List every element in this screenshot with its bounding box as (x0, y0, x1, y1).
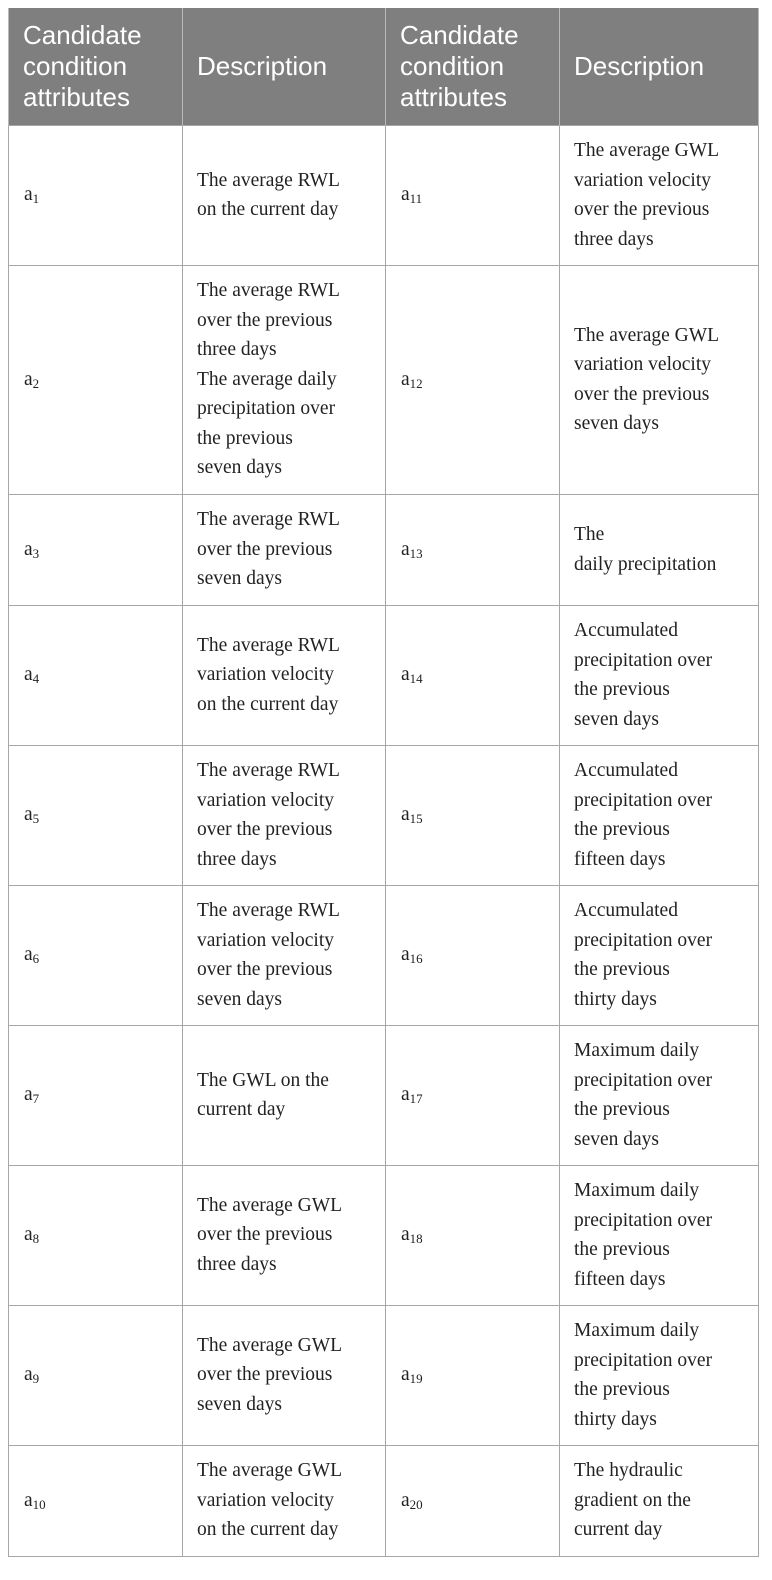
attribute-code-cell: $a_{11}$ (386, 125, 560, 265)
attribute-code-cell: $a_{20}$ (386, 1445, 560, 1556)
header-description-left: Description (183, 8, 386, 125)
table-header (9, 8, 759, 125)
header-row (9, 8, 759, 125)
table-row (9, 605, 759, 745)
attribute-code-cell: $a_1$ (9, 125, 183, 265)
attribute-description-cell: The average GWL variation velocity over the previous three days (560, 125, 759, 265)
attribute-code-cell: $a_8$ (9, 1165, 183, 1305)
attribute-description-cell: Accumulated precipitation over the previous thirty days (560, 885, 759, 1025)
table-row (9, 745, 759, 885)
attribute-code-cell: $a_{17}$ (386, 1025, 560, 1165)
attribute-description-cell: Maximum daily precipitation over the previous thirty days (560, 1305, 759, 1445)
attribute-description-cell: The average RWL variation velocity over the previous three days (183, 745, 386, 885)
table-row (9, 1165, 759, 1305)
attribute-description-cell: Maximum daily precipitation over the previous fifteen days (560, 1165, 759, 1305)
attribute-description-cell: The average RWL variation velocity over the previous seven days (183, 885, 386, 1025)
attribute-description-cell: The average RWL over the previous seven days (183, 494, 386, 605)
header-candidate-attributes-right: Candidate condition attributes (386, 8, 560, 125)
attribute-code-cell: $a_{10}$ (9, 1445, 183, 1556)
attribute-code-cell: $a_3$ (9, 494, 183, 605)
attribute-description-cell: The average RWL variation velocity on the current day (183, 605, 386, 745)
header-description-right: Description (560, 8, 759, 125)
attributes-table (8, 8, 759, 1557)
attribute-description-cell: The average RWL over the previous three days The average daily precipitation over the previous seven days (183, 265, 386, 494)
attribute-code-cell: $a_9$ (9, 1305, 183, 1445)
attribute-code-cell: $a_{12}$ (386, 265, 560, 494)
attribute-description-cell: Accumulated precipitation over the previous seven days (560, 605, 759, 745)
attribute-code-cell: $a_4$ (9, 605, 183, 745)
attribute-code-cell: $a_2$ (9, 265, 183, 494)
attribute-description-cell: The average RWL on the current day (183, 125, 386, 265)
attribute-code-cell: $a_{14}$ (386, 605, 560, 745)
attribute-description-cell: The average GWL variation velocity over the previous seven days (560, 265, 759, 494)
attribute-description-cell: Accumulated precipitation over the previous fifteen days (560, 745, 759, 885)
header-candidate-attributes-left: Candidate condition attributes (9, 8, 183, 125)
attribute-code-cell: $a_{15}$ (386, 745, 560, 885)
attribute-description-cell: The daily precipitation (560, 494, 759, 605)
table-row (9, 885, 759, 1025)
table-row (9, 265, 759, 494)
attribute-code-cell: $a_{13}$ (386, 494, 560, 605)
table-row (9, 1305, 759, 1445)
table-row (9, 494, 759, 605)
attribute-description-cell: The average GWL over the previous seven days (183, 1305, 386, 1445)
attribute-code-cell: $a_{18}$ (386, 1165, 560, 1305)
attribute-description-cell: The average GWL variation velocity on the current day (183, 1445, 386, 1556)
attribute-code-cell: $a_7$ (9, 1025, 183, 1165)
table-row (9, 1025, 759, 1165)
attribute-description-cell: The average GWL over the previous three days (183, 1165, 386, 1305)
table-row (9, 125, 759, 265)
attribute-code-cell: $a_5$ (9, 745, 183, 885)
attribute-description-cell: The hydraulic gradient on the current day (560, 1445, 759, 1556)
attribute-code-cell: $a_6$ (9, 885, 183, 1025)
table-row (9, 1445, 759, 1556)
attribute-description-cell: The GWL on the current day (183, 1025, 386, 1165)
attribute-description-cell: Maximum daily precipitation over the previous seven days (560, 1025, 759, 1165)
attribute-code-cell: $a_{19}$ (386, 1305, 560, 1445)
table-body (9, 125, 759, 1556)
attribute-code-cell: $a_{16}$ (386, 885, 560, 1025)
